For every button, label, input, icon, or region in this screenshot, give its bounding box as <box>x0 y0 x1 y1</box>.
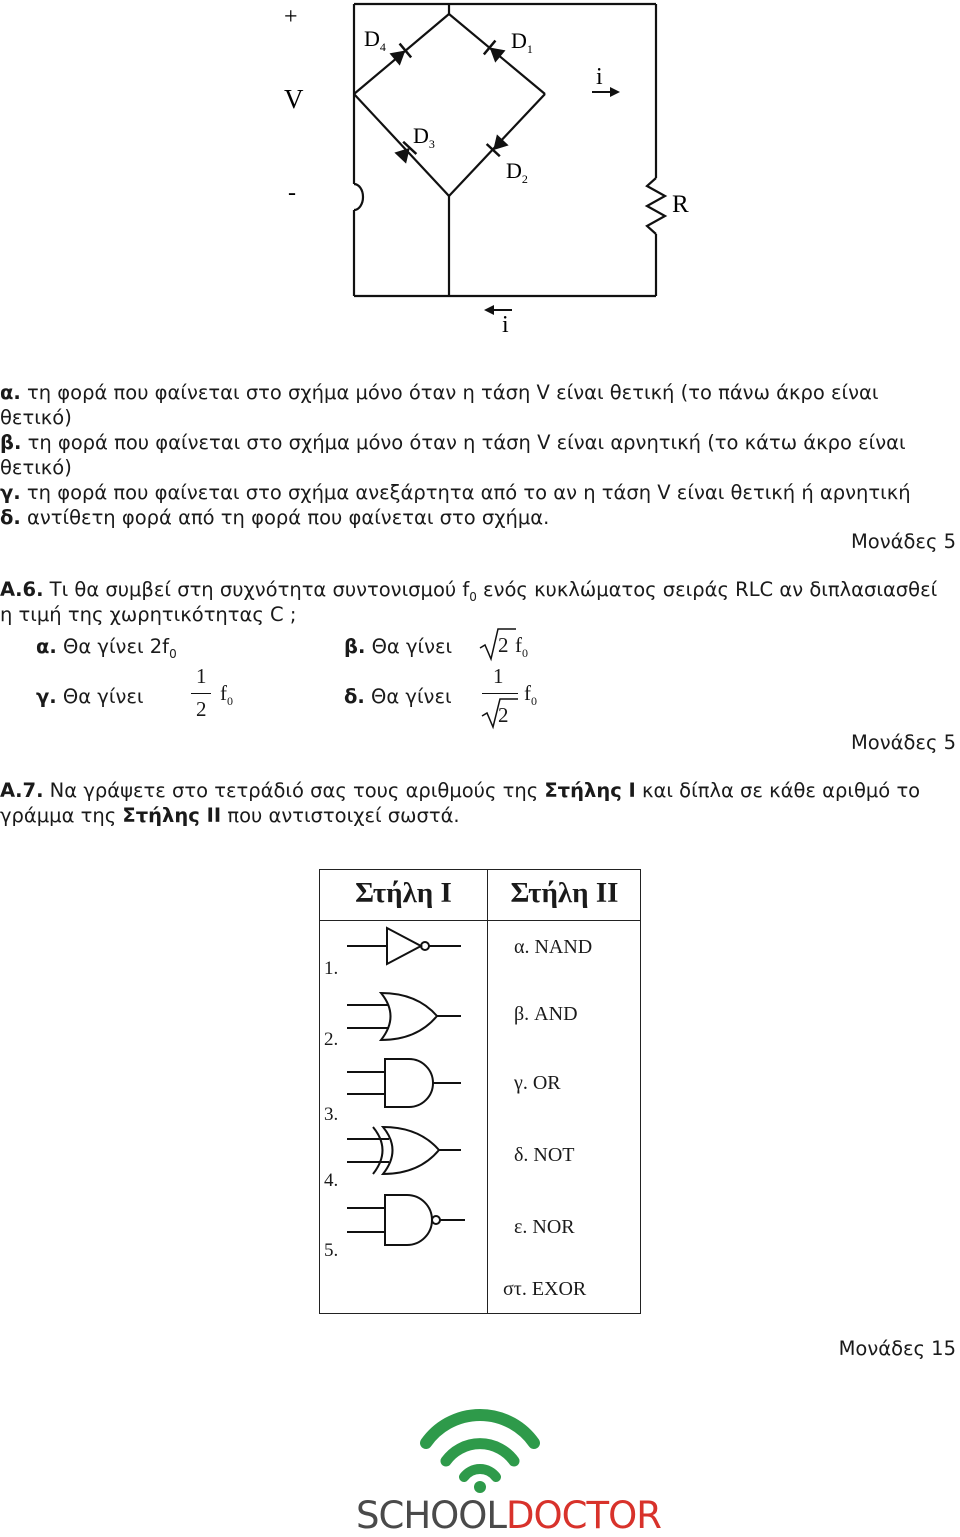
current-label-bottom: i <box>502 312 509 338</box>
q5-option-c: γ. τη φορά που φαίνεται στο σχήμα ανεξάρτητα από το αν η τάση V είναι θετική ή αρνητική <box>0 481 911 504</box>
q5-option-a: α. τη φορά που φαίνεται στο σχήμα μόνο όταν η τάση V είναι θετική (το πάνω άκρο είναι <box>0 381 879 404</box>
plus-label: + <box>284 4 298 30</box>
not-gate-icon <box>345 922 465 968</box>
or-gate-icon <box>345 990 465 1044</box>
answer-d: δ. NOT <box>514 1144 575 1166</box>
voltage-label: V <box>284 84 304 114</box>
q7-question-line2: γράμμα της Στήλης ΙΙ που αντιστοιχεί σωστά. <box>0 804 460 827</box>
answer-c: γ. OR <box>514 1072 561 1094</box>
minus-label: - <box>288 180 296 206</box>
answer-st: στ. EXOR <box>503 1278 587 1300</box>
row-number-2: 2. <box>324 1029 339 1050</box>
d3-label: $D_3$ <box>413 123 435 151</box>
q6-option-c: γ. Θα γίνει <box>36 685 144 708</box>
q6-option-b: β. Θα γίνει <box>344 635 453 658</box>
nand-gate-icon <box>345 1192 469 1248</box>
q6-question: Α.6. Τι θα συμβεί στη συχνότητα συντονισμού $f_0$ ενός κυκλώματος σειράς RLC αν διπλασιασθεί <box>0 578 938 604</box>
q6-d-f0: $f_0$ <box>524 681 537 709</box>
schooldoctor-logo-text <box>356 1494 661 1537</box>
q5-option-d: δ. αντίθετη φορά από τη φορά που φαίνεται στο σχήμα. <box>0 506 550 529</box>
q6-question-line2: η τιμή της χωρητικότητας C ; <box>0 603 297 626</box>
current-label-top: i <box>596 64 603 90</box>
row-number-5: 5. <box>324 1240 339 1261</box>
resistor-label: R <box>672 191 689 218</box>
answer-e: ε. NOR <box>514 1216 575 1238</box>
q6-c-two: 2 <box>196 697 207 721</box>
q7-question: Α.7. Να γράψετε στο τετράδιό σας τους αριθμούς της Στήλης Ι και δίπλα σε κάθε αριθμό το <box>0 779 921 802</box>
q6-option-a: α. Θα γίνει $2f_0$ <box>36 635 177 661</box>
q6-d-one: 1 <box>493 664 504 688</box>
q6-d-two: 2 <box>498 703 509 727</box>
exor-gate-icon <box>345 1124 465 1178</box>
q6-option-d: δ. Θα γίνει <box>344 685 452 708</box>
q5-option-b: β. τη φορά που φαίνεται στο σχήμα μόνο όταν η τάση V είναι αρνητική (το κάτω άκρο είναι <box>0 431 906 454</box>
row-number-4: 4. <box>324 1170 339 1191</box>
q5-option-a-cont: θετικό) <box>0 406 72 429</box>
q6-points: Μονάδες 5 <box>850 731 956 754</box>
table-column-divider <box>487 870 488 1313</box>
col1-header: Στήλη Ι <box>355 877 452 909</box>
q6-c-f0: $f_0$ <box>220 681 233 709</box>
q7-points: Μονάδες 15 <box>838 1337 956 1360</box>
d4-label: $D_4$ <box>364 26 386 54</box>
q6-b-two: 2 <box>498 633 509 657</box>
row-number-1: 1. <box>324 958 339 979</box>
schooldoctor-wifi-logo-icon <box>418 1403 542 1495</box>
answer-b: β. AND <box>514 1003 578 1025</box>
table-header-divider <box>320 920 640 921</box>
q6-b-f0: $f_0$ <box>515 633 528 661</box>
logo-doctor: DOCTOR <box>506 1494 661 1537</box>
q6-c-one: 1 <box>196 664 207 688</box>
bridge-rectifier-diagram <box>270 0 710 340</box>
col2-header: Στήλη ΙΙ <box>510 877 619 909</box>
answer-a: α. NAND <box>514 936 593 958</box>
row-number-3: 3. <box>324 1104 339 1125</box>
q5-points: Μονάδες 5 <box>850 530 956 553</box>
q5-option-b-cont: θετικό) <box>0 456 72 479</box>
logo-school: SCHOOL <box>356 1494 507 1537</box>
d1-label: $D_1$ <box>511 28 533 56</box>
d2-label: $D_2$ <box>506 158 528 186</box>
q6-c-fraction-bar <box>191 693 211 694</box>
and-gate-icon <box>345 1056 465 1110</box>
q6-d-fraction-bar <box>482 693 518 694</box>
